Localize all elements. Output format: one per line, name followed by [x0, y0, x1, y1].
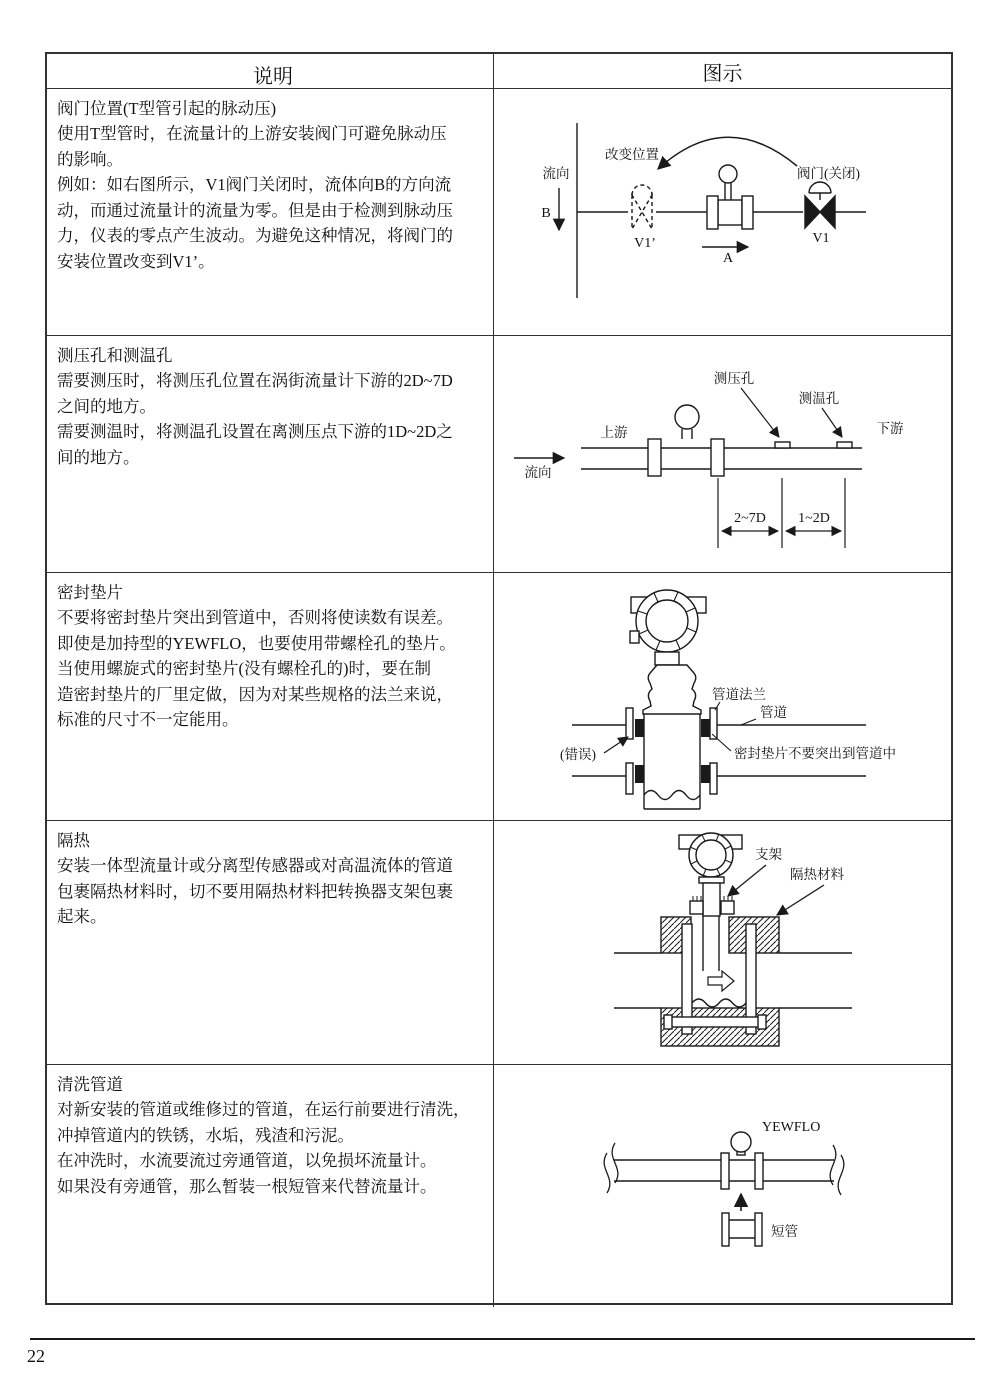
label-downstream: 下游: [876, 421, 904, 436]
temp-tap-pointer: [822, 408, 842, 437]
row4-title: 隔热: [57, 831, 90, 850]
gasket-diagram: [494, 573, 951, 820]
row4-illustration: [493, 821, 951, 1064]
break-wave: [644, 791, 700, 800]
text-line: 需要测温时，将测温孔设置在离测压点下游的1D~2D之: [57, 422, 453, 441]
meter-neck: [655, 652, 679, 665]
text-line: 在冲洗时，水流要流过旁通管道，以免损坏流量计。: [57, 1151, 437, 1170]
label-flow-direction: 流向: [524, 465, 552, 480]
row2-title: 测压孔和测温孔: [57, 346, 173, 365]
instruction-table: [45, 52, 953, 1305]
valve-v1-closed: [805, 182, 835, 228]
row1-title: 阀门位置(T型管引起的脉动压): [57, 99, 277, 118]
text-line: 起来。: [57, 907, 107, 926]
label-pressure-tap: 测压孔: [713, 371, 755, 386]
table-row: [47, 335, 951, 572]
row5-illustration: [493, 1065, 951, 1307]
flow-arrow-outline: [708, 971, 734, 991]
text-line: 的影响。: [57, 149, 123, 169]
meter-body: [643, 665, 701, 714]
label-bracket: 支架: [755, 847, 782, 862]
row1-illustration: [493, 89, 951, 335]
short-pipe-symbol: [722, 1213, 762, 1246]
transmitter-head: [630, 590, 706, 652]
text-line: 力，仪表的零点产生波动。为避免这种情况，将阀门的: [57, 226, 453, 245]
taps-diagram: [494, 336, 951, 572]
text-line: 对新安装的管道或维修过的管道，在运行前要进行清洗，: [57, 1100, 470, 1119]
header-illustration: 图示: [493, 54, 951, 88]
table-header-row: [47, 54, 951, 88]
transmitter-head: [679, 833, 742, 877]
pipe-flange: [626, 708, 633, 739]
text-line: 安装位置改变到V1’。: [57, 251, 215, 271]
text-line: 如果没有旁通管，那么暂装一根短管来代替流量计。: [57, 1176, 437, 1196]
label-v1: V1: [812, 231, 830, 246]
table-row: [47, 820, 951, 1064]
text-line: 例如：如右图所示，V1阀门关闭时，流体向B的方向流: [57, 175, 452, 194]
flowmeter-symbol: [648, 405, 724, 476]
label-valve-closed: 阀门(关闭): [797, 166, 860, 181]
label-v1-new: V1’: [634, 236, 656, 251]
label-upstream: 上游: [600, 425, 628, 440]
text-line: 不要将密封垫片突出到管道中，否则将使读数有误差。: [57, 608, 453, 627]
row5-title: 清洗管道: [57, 1075, 123, 1094]
table-row: [47, 572, 951, 820]
row2-illustration: [493, 336, 951, 572]
text-line: 标准的尺寸不一定能用。: [57, 710, 239, 729]
label-short-pipe: 短管: [771, 1224, 798, 1239]
row3-illustration: [493, 573, 951, 820]
text-line: 间的地方。: [57, 447, 140, 467]
pressure-tap-pointer: [741, 388, 779, 437]
bracket-neck: [703, 883, 720, 916]
header-description: 说明: [253, 66, 293, 88]
label-pipe: 管道: [760, 705, 787, 720]
footer-rule: [30, 1338, 975, 1340]
valve-position-diagram: [494, 89, 951, 335]
label-change-position: 改变位置: [605, 147, 659, 162]
label-direction-a: A: [722, 251, 734, 266]
text-line: 动，而通过流量计的流量为零。但是由于检测到脉动压: [57, 200, 453, 220]
text-line: 使用T型管时，在流量计的上游安装阀门可避免脉动压: [57, 124, 447, 143]
text-line: 冲掉管道内的铁锈，水垢，残渣和污泥。: [57, 1125, 354, 1145]
flowmeter-symbol: [707, 165, 753, 229]
page-number: 22: [27, 1346, 45, 1366]
cleaning-diagram: [494, 1065, 951, 1307]
bracket-pointer: [728, 865, 766, 896]
insulation-pointer: [777, 885, 824, 915]
text-line: 当使用螺旋式的密封垫片(没有螺栓孔的)时，要在制: [57, 659, 431, 678]
label-wrong: (错误): [560, 747, 596, 762]
label-temp-tap: 测温孔: [798, 391, 840, 406]
text-line: 包裹隔热材料时，切不要用隔热材料把转换器支架包裹: [57, 881, 453, 901]
label-flow-direction: 流向: [542, 166, 570, 181]
text-line: 需要测压时，将测压孔位置在涡街流量计下游的2D~7D: [57, 371, 453, 390]
row2-description: [47, 336, 493, 572]
table-row: [47, 88, 951, 335]
label-dim-1-2d: 1~2D: [798, 511, 830, 526]
relocate-arc-arrow: [658, 137, 797, 169]
label-yewflo: YEWFLO: [762, 1120, 821, 1135]
label-direction-b: B: [541, 206, 551, 221]
label-dim-2-7d: 2~7D: [734, 511, 766, 526]
row3-title: 密封垫片: [57, 583, 123, 602]
insulation-diagram: [494, 821, 951, 1064]
text-line: 造密封垫片的厂里定做，因为对某些规格的法兰来说，: [57, 684, 453, 704]
temperature-tap: [837, 442, 852, 448]
text-line: 之间的地方。: [57, 396, 156, 416]
label-insulation-material: 隔热材料: [790, 867, 844, 882]
row3-description: [47, 573, 493, 820]
protruding-gaskets: [635, 719, 710, 783]
row5-description: [47, 1065, 493, 1307]
label-pipe-flange: 管道法兰: [712, 687, 766, 702]
row4-description: [47, 821, 493, 1064]
row1-description: [47, 89, 493, 335]
pipe-flange: [710, 708, 717, 739]
break-wave: [692, 999, 746, 1007]
text-line: 安装一体型流量计或分离型传感器或对高温流体的管道: [57, 856, 453, 875]
text-line: 即使是加持型的YEWFLO，也要使用带螺栓孔的垫片。: [57, 633, 456, 653]
dashed-valve-v1-new: [632, 185, 652, 229]
label-gasket-note: 密封垫片不要突出到管道中: [734, 746, 896, 761]
table-row: [47, 1064, 951, 1307]
pressure-tap: [775, 442, 790, 448]
wrong-pointer: [604, 737, 628, 753]
